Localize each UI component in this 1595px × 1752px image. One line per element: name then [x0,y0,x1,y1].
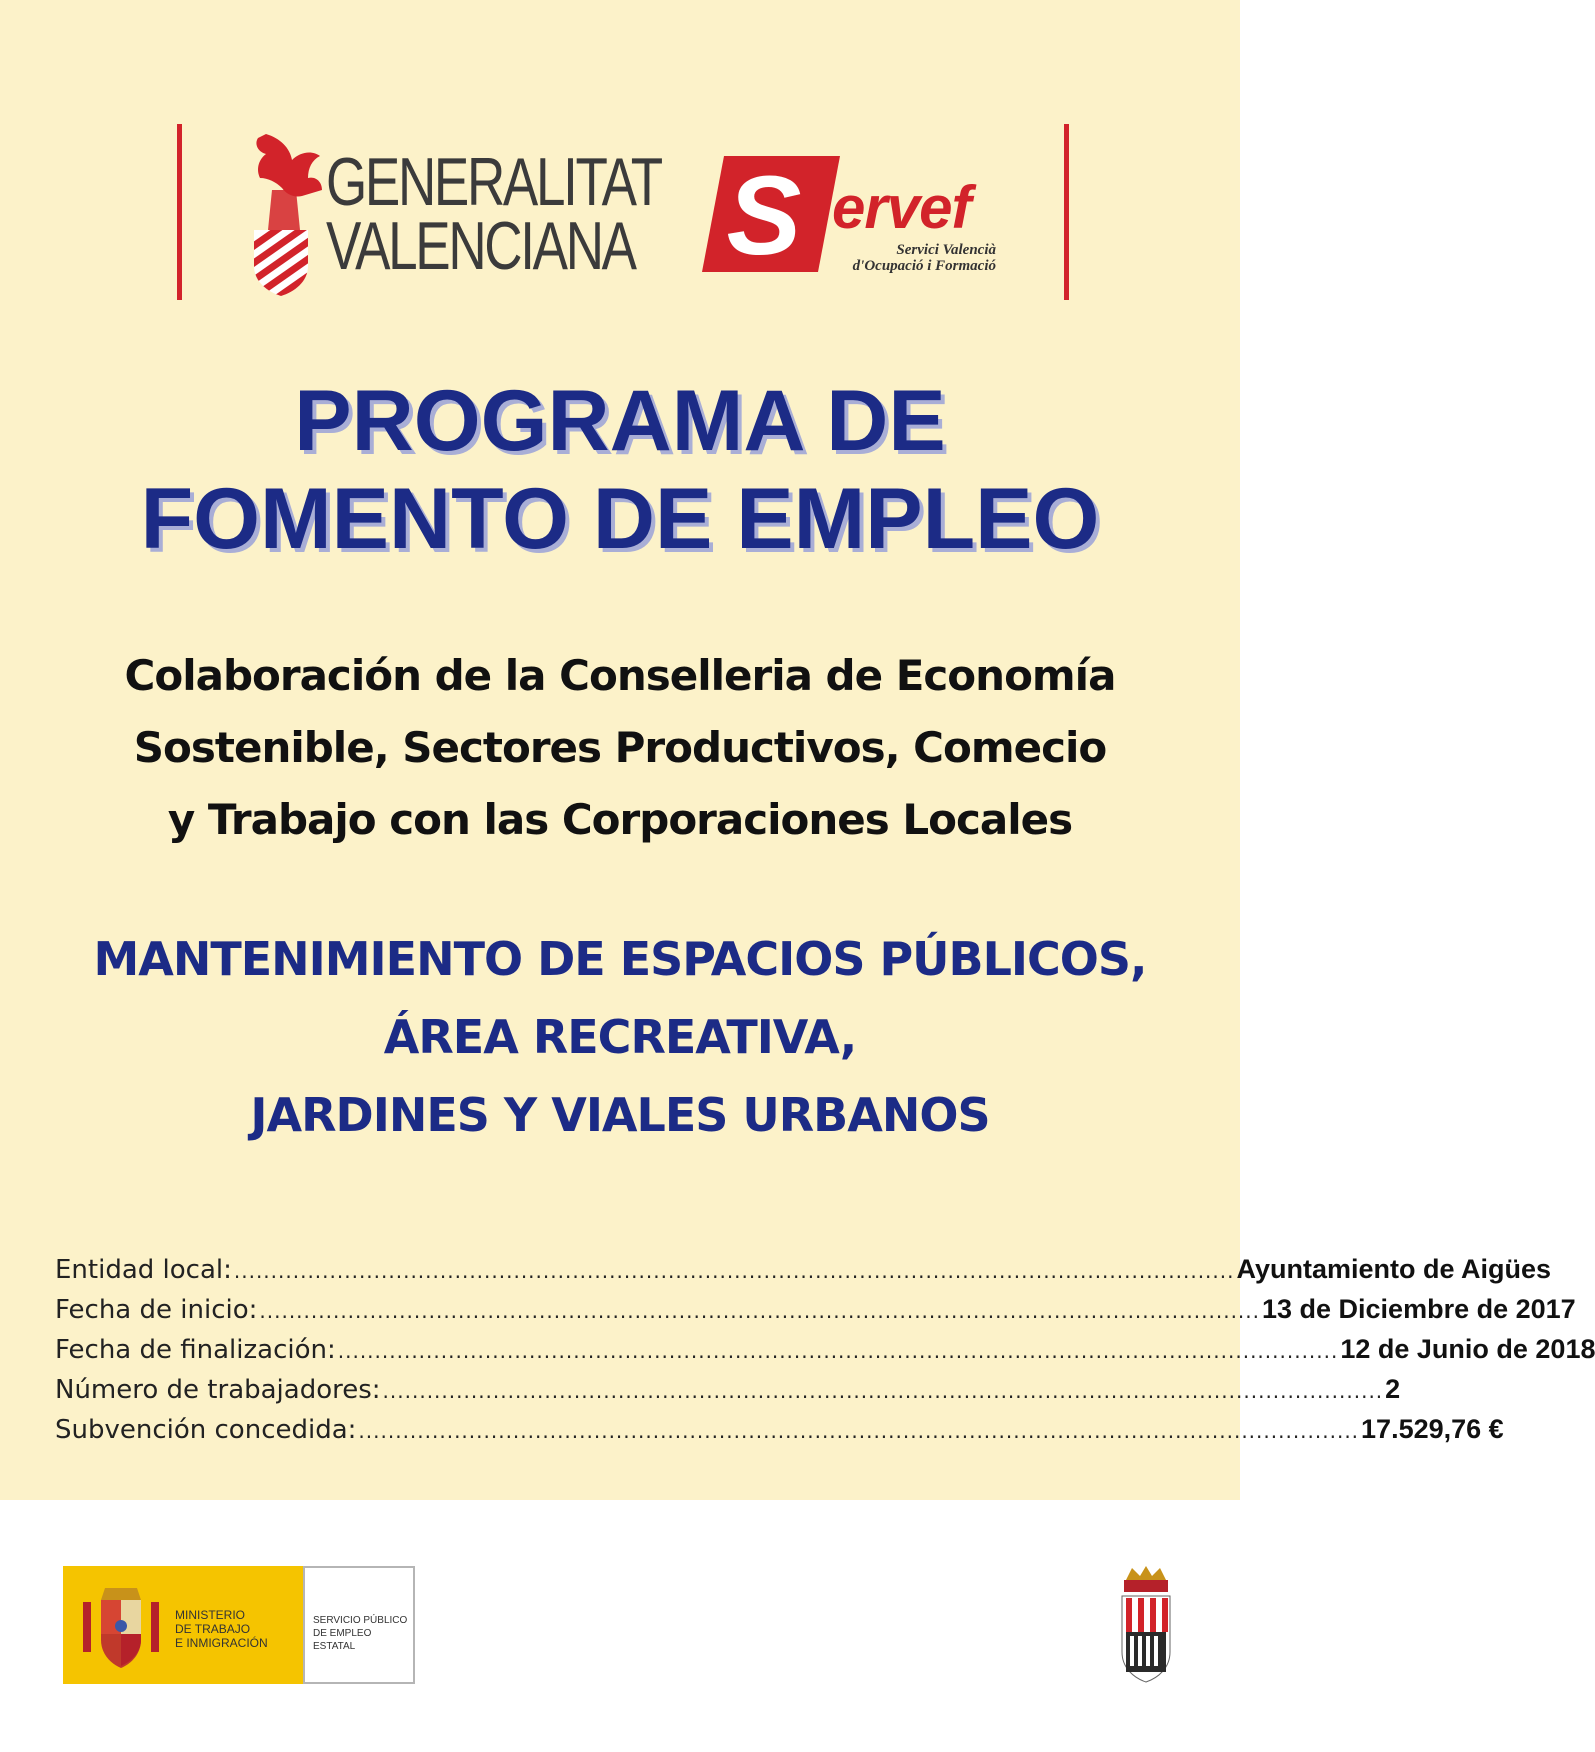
program-title-line1: PROGRAMA DE [294,373,946,469]
project-details [55,1254,1595,1454]
detail-label: Subvención concedida: [55,1415,357,1445]
detail-row-end-date [55,1334,1595,1374]
detail-value: 12 de Junio de 2018 [1340,1334,1595,1364]
leader-dots: ........................................................................................................................................ [382,1379,1384,1403]
collaboration-line3: y Trabajo con las Corporaciones Locales [167,795,1073,844]
detail-label: Fecha de inicio: [55,1295,258,1325]
detail-row-start-date [55,1294,1576,1334]
sepe-line1: SERVICIO PÚBLICO [313,1615,408,1626]
collaboration-line2: Sostenible, Sectores Productivos, Comecio [133,723,1107,772]
detail-value: 13 de Diciembre de 2017 [1262,1294,1576,1324]
servef-wordmark: ervef [832,174,971,241]
detail-label: Fecha de finalización: [55,1335,336,1365]
spain-coat-of-arms-icon [79,1580,163,1670]
program-title-line2: FOMENTO DE EMPLEO [140,471,1100,567]
leader-dots: ........................................................................................................................................ [358,1419,1360,1443]
ministry-line3: E INMIGRACIÓN [175,1636,268,1650]
detail-row-subsidy [55,1414,1504,1454]
servef-subtitle-line1: Servici Valencià [896,242,996,258]
generalitat-line1: GENERALITAT [326,144,661,220]
collaboration-text [0,640,1240,856]
detail-label: Número de trabajadores: [55,1375,381,1405]
generalitat-wordmark [326,144,661,284]
detail-value: 17.529,76 € [1361,1414,1504,1444]
sepe-line2: DE EMPLEO ESTATAL [313,1628,372,1652]
ministry-yellow-panel [63,1566,303,1684]
leader-dots: ........................................................................................................................................ [259,1299,1260,1323]
servef-letter: S [726,153,802,278]
ministry-line1: MINISTERIO [175,1608,246,1622]
generalitat-emblem-icon [246,134,326,296]
detail-row-entity [55,1254,1552,1294]
detail-value: Ayuntamiento de Aigües [1236,1254,1552,1284]
project-line3: JARDINES Y VIALES URBANOS [250,1088,990,1142]
ministry-name [175,1608,268,1650]
project-line1: MANTENIMIENTO DE ESPACIOS PÚBLICOS, [93,932,1147,986]
leader-dots: ........................................................................................................................................ [337,1339,1339,1363]
program-title [0,372,1240,568]
project-title [0,920,1240,1154]
sepe-name [313,1614,413,1653]
ministry-logo [63,1566,415,1684]
detail-value: 2 [1385,1374,1401,1404]
project-line2: ÁREA RECREATIVA, [383,1010,857,1064]
detail-row-workers [55,1374,1401,1414]
generalitat-line2: VALENCIANA [326,208,635,284]
servef-subtitle [800,242,996,274]
town-crest-icon [1116,1566,1176,1684]
right-red-divider [1064,124,1069,300]
detail-label: Entidad local: [55,1255,232,1285]
ministry-line2: DE TRABAJO [175,1622,251,1636]
sepe-panel [303,1566,415,1684]
collaboration-line1: Colaboración de la Conselleria de Economía [124,651,1116,700]
leader-dots: ........................................................................................................................................ [233,1259,1235,1283]
servef-subtitle-line2: d'Ocupació i Formació [852,258,996,274]
left-red-divider [177,124,182,300]
